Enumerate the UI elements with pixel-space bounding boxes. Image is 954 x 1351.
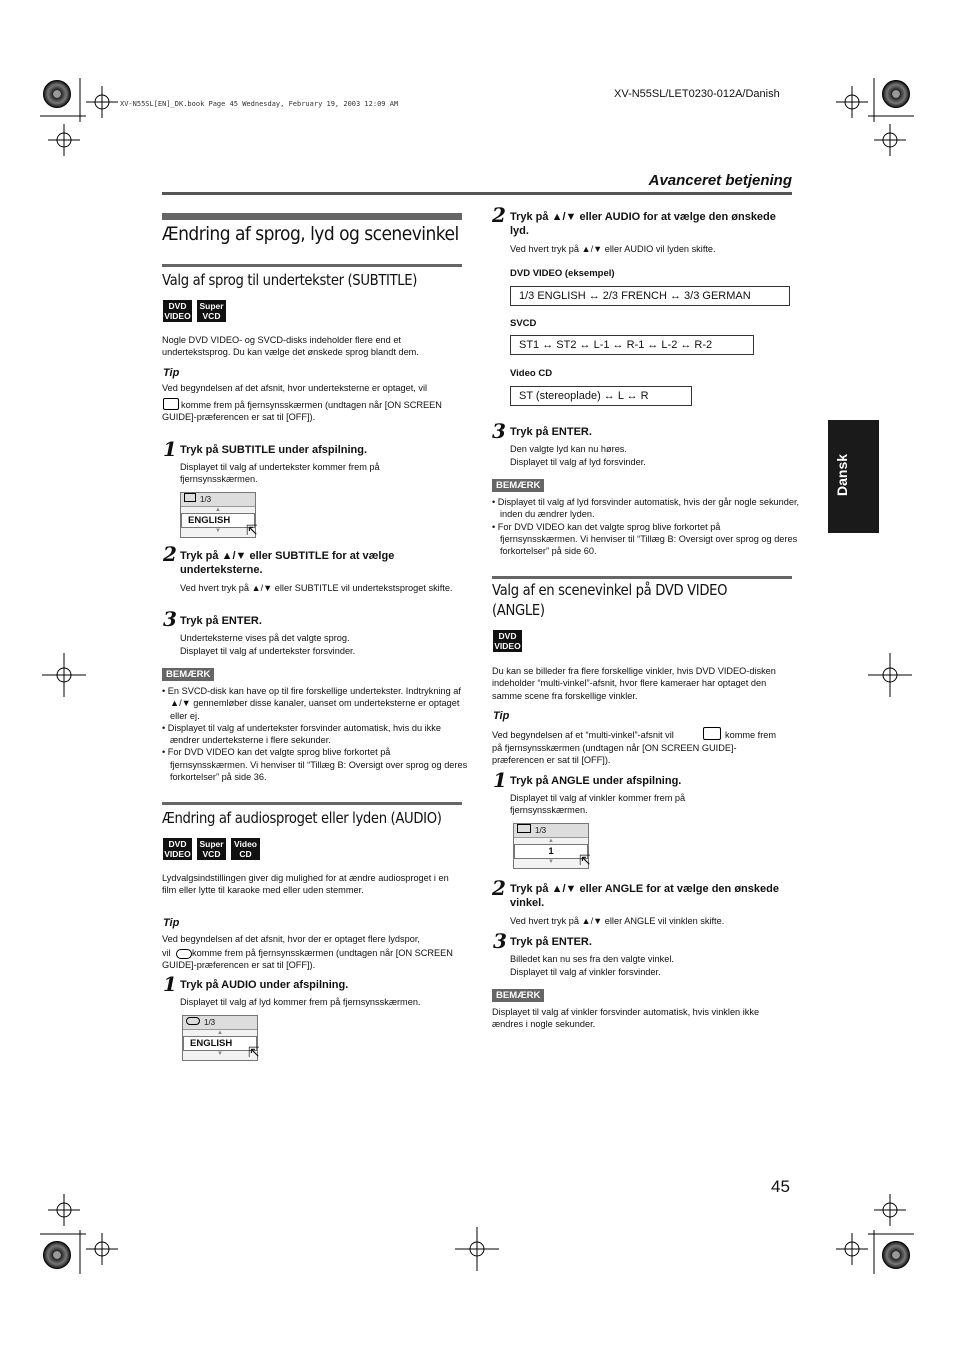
color-target-icon — [882, 80, 910, 108]
cursor-icon: ⇱ — [579, 852, 591, 868]
angle-osd — [513, 823, 589, 869]
note-list — [492, 496, 800, 557]
step-number: 3 — [492, 419, 506, 443]
step-text: Tryk på SUBTITLE under afspilning. — [180, 444, 368, 456]
up-arrow-icon: ▲ — [217, 1030, 223, 1036]
dvd-audio-cycle: 1/3 ENGLISH ↔ 2/3 FRENCH ↔ 3/3 GERMAN — [510, 286, 790, 306]
tip-text: på fjernsynsskærmen (undtagen når [ON SCREEN GUIDE]-præferencen er sat til [OFF]). — [492, 743, 737, 766]
camera-icon — [703, 727, 721, 740]
camera-icon — [517, 824, 531, 833]
step-desc: Displayet til valg af vinkler forsvinder. — [510, 967, 661, 977]
tip-text: Ved begyndelsen af det afsnit, hvor der er optaget flere lydspor, — [162, 934, 420, 944]
logo-bottom: VIDEO — [164, 849, 191, 859]
subtitle-heading: Valg af sprog til undertekster (SUBTITLE) — [162, 271, 418, 289]
logo-top: Super — [199, 839, 224, 849]
diagram-label: DVD VIDEO (eksempel) — [510, 268, 615, 279]
osd-header — [514, 824, 588, 838]
logo-top: Video — [234, 839, 257, 849]
crosshair-icon — [48, 1194, 80, 1226]
language-tab-label: Dansk — [834, 453, 850, 496]
logo-bottom: CD — [239, 849, 252, 859]
step-number: 1 — [163, 972, 177, 996]
up-arrow-icon: ▲ — [215, 507, 221, 513]
tip-text: Ved begyndelsen af et “multi-vinkel”-afsnit vil — [492, 730, 674, 740]
note-badge: BEMÆRK — [162, 668, 214, 681]
divider — [162, 802, 462, 805]
down-arrow-icon: ▼ — [548, 859, 554, 865]
step-desc: Billedet kan nu ses fra den valgte vinkel. — [510, 954, 674, 964]
up-arrow-icon: ▲ — [548, 838, 554, 844]
dvd-video-logo — [163, 300, 192, 322]
divider — [162, 264, 462, 267]
note-badge: BEMÆRK — [492, 479, 544, 492]
logo-top: Super — [199, 301, 224, 311]
step-text: Tryk på ENTER. — [510, 936, 592, 948]
step-text: Tryk på AUDIO under afspilning. — [180, 979, 349, 991]
step-number: 1 — [163, 437, 177, 461]
note-item: • For DVD VIDEO kan det valgte sprog blive forkortet på fjernsynsskærmen. Vi henviser til “Tillæg B: Oversigt over sprog og deres forkortelser” på side 36. — [170, 746, 468, 783]
step-desc: Displayet til valg af lyd forsvinder. — [510, 457, 646, 467]
cursor-icon: ⇱ — [246, 522, 258, 538]
logo-bottom: VCD — [202, 849, 221, 859]
tip-label: Tip — [493, 710, 510, 722]
osd-count: 1/3 — [200, 495, 212, 504]
logo-bottom: VIDEO — [164, 311, 191, 321]
header-rule — [162, 192, 792, 195]
crosshair-icon — [874, 124, 906, 156]
crosshair-icon — [48, 124, 80, 156]
section-title: Avanceret betjening — [648, 172, 792, 189]
note-badge: BEMÆRK — [492, 989, 544, 1002]
step-number: 3 — [493, 929, 507, 953]
angle-intro: Du kan se billeder fra flere forskellige vinkler, hvis DVD VIDEO-disken indeholder “multi-vinkel”-afsnit, hvor flere kameraer har optaget den samme scene fra forskellige vinkler. — [492, 666, 776, 701]
note-item: • En SVCD-disk kan have op til fire forskellige undertekster. Indtrykning af ▲/▼ gennemløber disse kanaler, uanset om underteksterne er optaget eller ej. — [170, 685, 468, 722]
osd-value: ENGLISH — [181, 513, 255, 528]
note-item: • For DVD VIDEO kan det valgte sprog blive forkortet på fjernsynsskærmen. Vi henviser til “Tillæg B: Oversigt over sprog og deres forkortelser” på side 60. — [500, 521, 800, 558]
step-desc: Ved hvert tryk på ▲/▼ eller ANGLE vil vinklen skifte. — [510, 916, 725, 926]
svcd-audio-cycle: ST1 ↔ ST2 ↔ L-1 ↔ R-1 ↔ L-2 ↔ R-2 — [510, 335, 754, 355]
page-title: Ændring af sprog, lyd og scenevinkel — [162, 223, 459, 245]
step-number: 2 — [163, 542, 177, 566]
step-desc: Displayet til valg af undertekster forsvinder. — [180, 646, 356, 656]
osd-count: 1/3 — [535, 826, 547, 835]
diagram-label: SVCD — [510, 318, 537, 329]
osd-value: ENGLISH — [183, 1036, 257, 1051]
step-text: Tryk på ANGLE under afspilning. — [510, 775, 682, 787]
crosshair-icon — [836, 1233, 868, 1265]
logo-top: DVD — [168, 301, 187, 311]
subtitle-icon — [184, 493, 196, 502]
crosshair-icon — [455, 1227, 499, 1271]
audio-intro: Lydvalgsindstillingen giver dig mulighed for at ændre audiosproget i en film eller lytte til karaoke med eller uden stemmer. — [162, 873, 449, 896]
color-target-icon — [43, 1241, 71, 1269]
note-text: Displayet til valg af vinkler forsvinder automatisk, hvis vinklen ikke ændres i nogle sekunder. — [492, 1007, 760, 1030]
step-desc: Displayet til valg af vinkler kommer frem på fjernsynsskærmen. — [510, 793, 686, 816]
audio-heading: Ændring af audiosproget eller lyden (AUDIO) — [162, 809, 442, 827]
step-desc: Ved hvert tryk på ▲/▼ eller SUBTITLE vil undertekstsproget skifte. — [180, 583, 453, 593]
step-text: Tryk på ▲/▼ eller AUDIO for at vælge den ønskede lyd. — [510, 211, 776, 237]
osd-header — [181, 493, 255, 507]
tip-text: vil — [162, 948, 171, 958]
diagram-label: Video CD — [510, 368, 553, 379]
dvd-video-logo — [163, 838, 192, 860]
divider — [492, 576, 792, 579]
step-text: Tryk på ENTER. — [510, 426, 592, 438]
super-vcd-logo — [197, 838, 226, 860]
tip-text: komme frem på fjernsynsskærmen (undtagen når [ON SCREEN GUIDE]-præferencen er sat til [OFF]). — [162, 400, 442, 423]
crosshair-icon — [868, 653, 912, 697]
logo-top: DVD — [498, 631, 517, 641]
crosshair-icon — [86, 1233, 118, 1265]
step-desc: Ved hvert tryk på ▲/▼ eller AUDIO vil lyden skifte. — [510, 244, 716, 254]
crosshair-icon — [874, 1194, 906, 1226]
crosshair-icon — [836, 86, 868, 118]
page-number: 45 — [771, 1177, 790, 1196]
logo-bottom: VIDEO — [494, 641, 521, 651]
step-desc: Displayet til valg af undertekster kommer frem på fjernsynsskærmen. — [180, 462, 380, 485]
angle-heading: Valg af en scenevinkel på DVD VIDEO — [492, 581, 728, 599]
note-item: • Displayet til valg af undertekster forsvinder automatisk, hvis du ikke ændrer underteksterne i flere sekunder. — [170, 722, 468, 747]
cursor-icon: ⇱ — [248, 1044, 260, 1060]
audio-osd — [182, 1015, 258, 1061]
title-bar — [162, 213, 462, 220]
step-number: 2 — [492, 876, 506, 900]
angle-heading: (ANGLE) — [492, 601, 545, 619]
subtitle-intro: Nogle DVD VIDEO- og SVCD-disks indeholder flere end et undertekstsprog. Du kan vælge det ønskede sprog blandt dem. — [162, 335, 419, 358]
step-text: Tryk på ENTER. — [180, 615, 262, 627]
step-text: Tryk på ▲/▼ eller SUBTITLE for at vælge underteksterne. — [180, 550, 395, 576]
step-text: Tryk på ▲/▼ eller ANGLE for at vælge den ønskede vinkel. — [510, 883, 779, 909]
tip-label: Tip — [163, 367, 180, 379]
down-arrow-icon: ▼ — [217, 1051, 223, 1057]
subtitle-osd — [180, 492, 256, 538]
super-vcd-logo — [197, 300, 226, 322]
language-tab — [828, 420, 879, 533]
tip-text: komme frem på fjernsynsskærmen (undtagen når [ON SCREEN GUIDE]-præferencen er sat til [OFF]). — [162, 948, 453, 971]
logo-bottom: VCD — [202, 311, 221, 321]
note-item: • Displayet til valg af lyd forsvinder automatisk, hvis der går nogle sekunder, inden du ændrer lyden. — [500, 496, 800, 521]
vcd-audio-cycle: ST (stereoplade) ↔ L ↔ R — [510, 386, 692, 406]
osd-header — [183, 1016, 257, 1030]
osd-count: 1/3 — [204, 1018, 216, 1027]
video-cd-logo — [231, 838, 260, 860]
step-number: 3 — [163, 607, 177, 631]
book-info: XV-N55SL[EN]_DK.book Page 45 Wednesday, February 19, 2003 12:09 AM — [120, 100, 399, 108]
color-target-icon — [882, 1241, 910, 1269]
step-desc: Den valgte lyd kan nu høres. — [510, 444, 627, 454]
tip-label: Tip — [163, 917, 180, 929]
step-number: 1 — [493, 768, 507, 792]
step-desc: Displayet til valg af lyd kommer frem på fjernsynsskærmen. — [180, 997, 421, 1007]
audio-icon — [186, 1017, 200, 1025]
logo-top: DVD — [168, 839, 187, 849]
color-target-icon — [43, 80, 71, 108]
model-code: XV-N55SL/LET0230-012A/Danish — [614, 88, 780, 100]
step-number: 2 — [492, 203, 506, 227]
osd-value: 1 — [514, 844, 588, 859]
tip-text: Ved begyndelsen af det afsnit, hvor underteksterne er optaget, vil — [162, 383, 428, 393]
crosshair-icon — [42, 653, 86, 697]
dvd-video-logo — [493, 630, 522, 652]
step-desc: Underteksterne vises på det valgte sprog. — [180, 633, 350, 643]
crosshair-icon — [86, 86, 118, 118]
down-arrow-icon: ▼ — [215, 528, 221, 534]
note-list — [162, 685, 468, 783]
tip-text: komme frem — [725, 730, 777, 740]
